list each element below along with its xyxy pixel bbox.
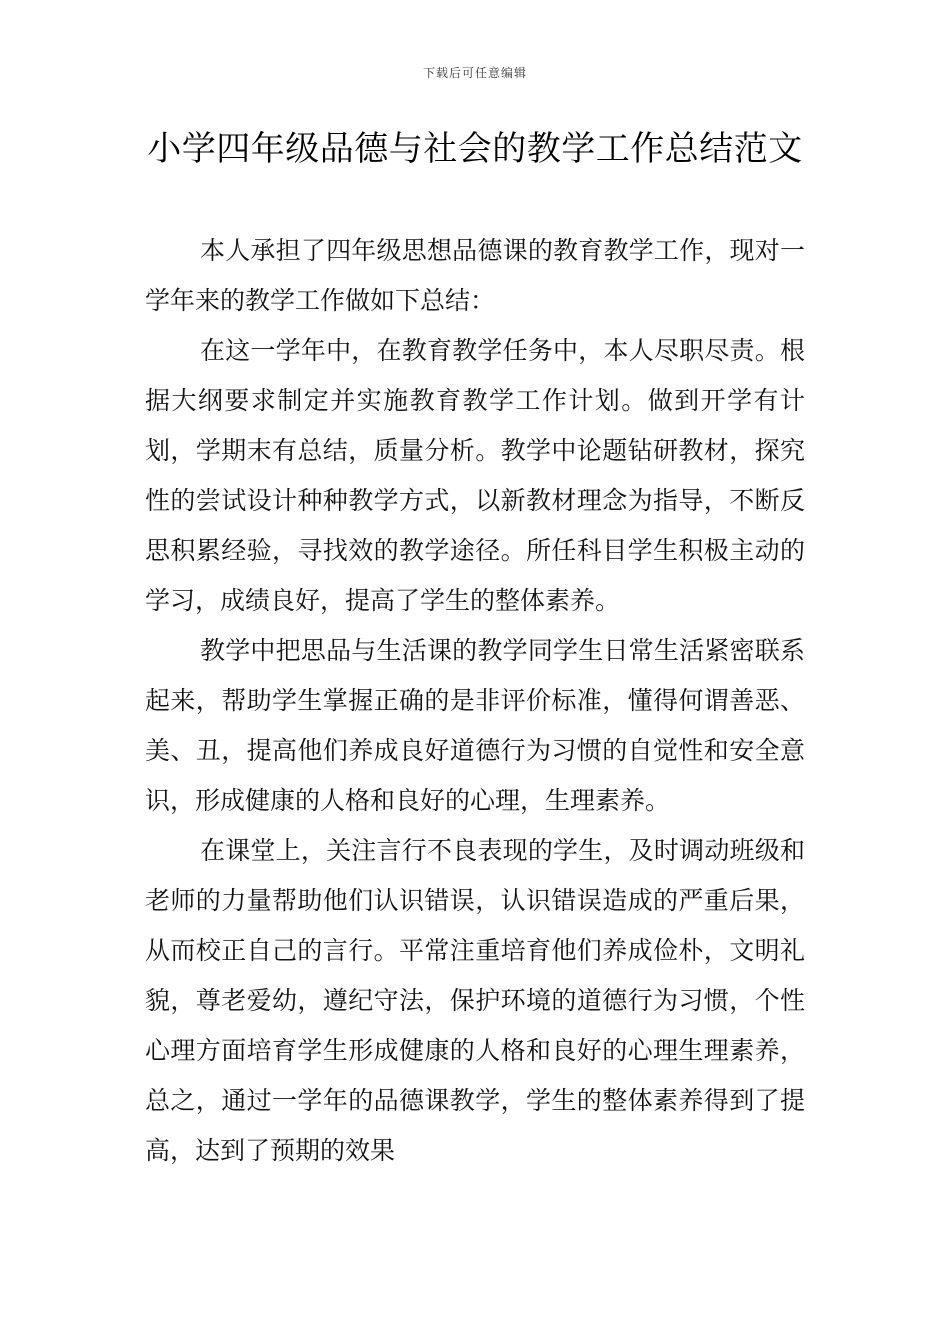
document-body — [145, 226, 805, 1176]
body-paragraph: 本人承担了四年级思想品德课的教育教学工作，现对一学年来的教学工作做如下总结： — [145, 236, 805, 315]
document-title: 小学四年级品德与社会的教学工作总结范文 — [147, 129, 803, 169]
body-paragraph: 在课堂上，关注言行不良表现的学生，及时调动班级和老师的力量帮助他们认识错误，认识错误造成的严重后果，从而校正自己的言行。平常注重培育他们养成俭朴，文明礼貌，尊老爱幼，遵纪守法，保护环境的道德行为习惯，个性心理方面培育学生形成健康的人格和良好的心理生理素养，总之，通过一学年的品德课教学，学生的整体素养得到了提高，达到了预期的效果 — [145, 836, 805, 1165]
header-note: 下载后可任意编辑 — [422, 66, 527, 80]
body-paragraph: 在这一学年中，在教育教学任务中，本人尽职尽责。根据大纲要求制定并实施教育教学工作计划。做到开学有计划，学期末有总结，质量分析。教学中论题钻研教材，探究性的尝试设计种种教学方式，以新教材理念为指导，不断反思积累经验，寻找效的教学途径。所任科目学生积极主动的学习，成绩良好，提高了学生的整体素养。 — [145, 336, 805, 615]
body-paragraph: 教学中把思品与生活课的教学同学生日常生活紧密联系起来，帮助学生掌握正确的是非评价标准，懂得何谓善恶、美、丑，提高他们养成良好道德行为习惯的自觉性和安全意识，形成健康的人格和良好的心理，生理素养。 — [145, 636, 805, 815]
